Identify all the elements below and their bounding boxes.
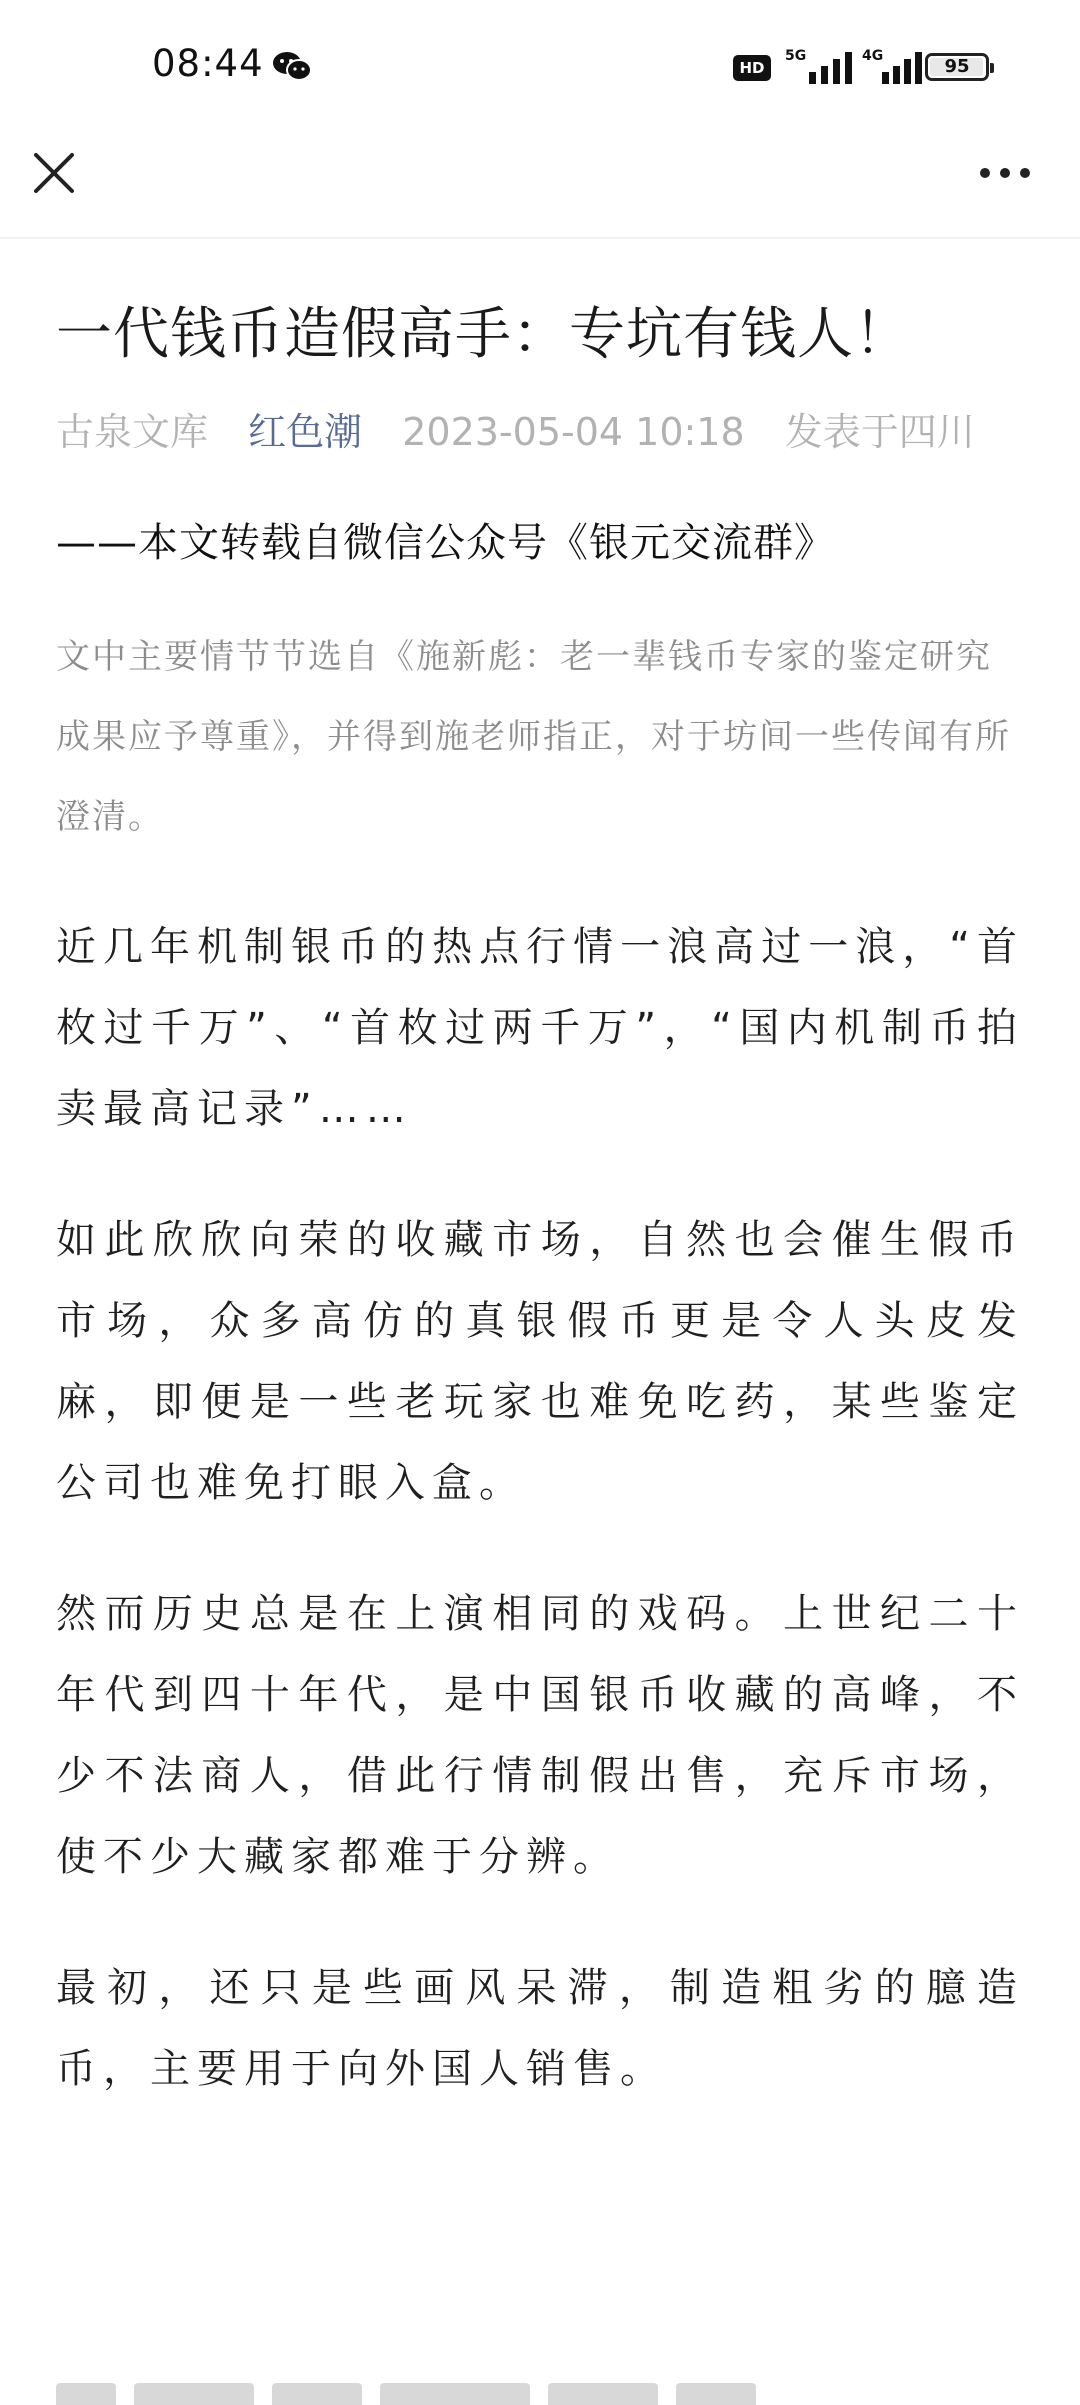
paragraph: 近几年机制银币的热点行情一浪高过一浪，“首枚过千万”、“首枚过两千万”，“国内机制币拍卖最高记录”…… bbox=[56, 924, 1024, 1132]
article-quote: 文中主要情节节选自《施新彪：老一辈钱币专家的鉴定研究成果应予尊重》，并得到施老师指正，对于坊间一些传闻有所澄清。 bbox=[56, 637, 1011, 837]
repost-note: ——本文转载自微信公众号《银元交流群》 bbox=[56, 520, 835, 566]
signal-5g-icon bbox=[785, 48, 855, 88]
article-meta bbox=[56, 407, 1024, 457]
battery-icon bbox=[925, 53, 989, 81]
clipped-next-line bbox=[56, 2375, 1024, 2405]
wechat-icon bbox=[272, 50, 312, 82]
network-4g-label: 4G bbox=[862, 48, 884, 64]
publish-datetime: 2023-05-04 10:18 bbox=[402, 410, 745, 454]
source-name[interactable]: 古泉文库 bbox=[56, 410, 209, 454]
status-time: 08:44 bbox=[152, 42, 264, 85]
publish-location: 发表于四川 bbox=[784, 410, 975, 454]
hd-voice-icon: HD bbox=[733, 55, 771, 81]
article-body bbox=[56, 237, 1024, 2150]
author-link[interactable]: 红色潮 bbox=[248, 410, 363, 454]
status-bar bbox=[0, 0, 1080, 135]
paragraph: 如此欣欣向荣的收藏市场，自然也会催生假币市场，众多高仿的真银假币更是令人头皮发麻，即便是一些老玩家也难免吃药，某些鉴定公司也难免打眼入盒。 bbox=[56, 1217, 1024, 1506]
article-title: 一代钱币造假高手：专坑有钱人！ bbox=[56, 302, 911, 367]
network-5g-label: 5G bbox=[785, 48, 807, 64]
paragraph: 最初，还只是些画风呆滞，制造粗劣的臆造币，主要用于向外国人销售。 bbox=[56, 1965, 1024, 2092]
battery-percent: 95 bbox=[944, 56, 970, 77]
signal-4g-icon bbox=[862, 48, 924, 88]
close-icon[interactable] bbox=[30, 149, 78, 197]
paragraph: 然而历史总是在上演相同的戏码。上世纪二十年代到四十年代，是中国银币收藏的高峰，不少不法商人，借此行情制假出售，充斥市场，使不少大藏家都难于分辨。 bbox=[56, 1591, 1024, 1880]
more-icon[interactable] bbox=[975, 153, 1035, 193]
nav-bar bbox=[0, 135, 1080, 239]
